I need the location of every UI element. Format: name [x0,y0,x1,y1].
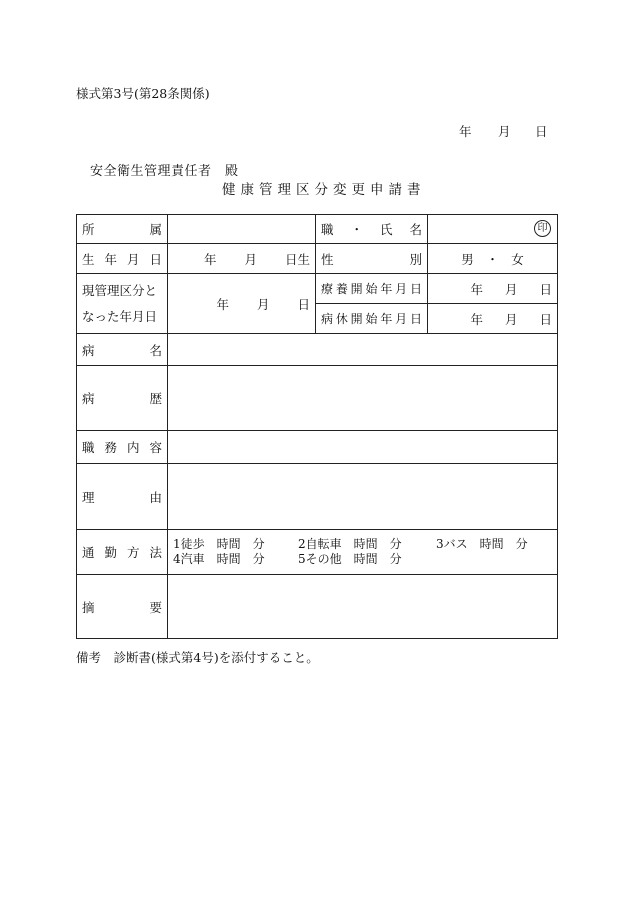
label-text [82,438,162,456]
label-text [82,341,162,359]
label-text [82,598,162,616]
label-char: 内 [126,440,140,455]
gender-options: 男 ・ 女 [461,251,524,267]
leave-day: 日 [539,311,552,327]
history-field[interactable] [168,366,558,431]
label-text [321,220,422,238]
job-name-label [316,215,428,244]
leave-start-field[interactable] [428,304,558,334]
commute-bus: 3バス 時間 分 [436,537,528,551]
label-text [321,310,422,327]
disease-field[interactable] [168,334,558,366]
date-month: 月 [498,124,511,139]
label-text [82,220,162,238]
summary-label [77,575,168,639]
label-char: 日 [409,282,422,296]
current-month: 月 [256,296,270,312]
label-char: 性 [321,251,334,267]
document-title: 健康管理区分変更申請書 [222,182,426,198]
date-year: 年 [459,124,472,139]
label-char: 法 [149,545,162,560]
label-char: 年 [380,312,393,326]
label-char: 月 [395,282,408,296]
addressee: 安全衛生管理責任者 殿 [90,164,239,179]
label-char: 方 [126,545,140,560]
leave-month: 月 [504,311,518,327]
label-char: 歴 [149,391,162,406]
label-char: 摘 [82,599,95,615]
label-char: 属 [149,222,162,237]
label-char: 容 [149,440,162,455]
label-char: 休 [335,312,348,326]
leave-start-label [316,304,428,334]
commute-label [77,530,168,575]
label-char: 勤 [104,545,117,560]
label-char: ・ [350,222,363,237]
remarks-note: 備考 診断書(様式第4号)を添付すること。 [76,650,319,665]
disease-label [77,334,168,366]
treatment-year: 年 [470,281,483,297]
date-day: 日 [535,124,548,139]
duties-field[interactable] [168,431,558,464]
current-class-label-2: なった年月日 [82,308,158,324]
affiliation-field[interactable] [168,215,316,244]
treatment-month: 月 [504,281,518,297]
label-char: 始 [365,282,378,296]
birthdate-field[interactable] [168,244,316,274]
commute-walk: 1徒歩 時間 分 [173,537,265,551]
label-char: 要 [149,599,162,615]
treatment-start-field[interactable] [428,274,558,304]
label-char: 開 [350,282,363,296]
label-char: 由 [149,489,162,505]
label-char: 養 [335,282,348,296]
treatment-start-label [316,274,428,304]
label-text [82,488,162,506]
label-char: 病 [82,391,95,406]
label-text [321,280,422,297]
label-char: 療 [321,282,334,296]
treatment-day: 日 [539,281,552,297]
commute-other: 5その他 時間 分 [298,552,402,566]
birth-month: 月 [244,251,257,267]
label-char: 開 [350,312,363,326]
label-char: 日 [409,312,422,326]
label-char: 日 [149,251,162,267]
label-text [82,250,162,268]
commute-train: 4汽車 時間 分 [173,552,265,566]
duties-label [77,431,168,464]
birth-day: 日生 [284,251,310,267]
current-year: 年 [216,296,229,312]
commute-bicycle: 2自転車 時間 分 [298,537,402,551]
current-class-date-field[interactable] [168,274,316,334]
name-field[interactable] [428,215,558,244]
application-form-table [76,214,558,639]
current-class-label-1: 現管理区分と [82,282,158,298]
label-char: 務 [104,440,117,455]
label-char: 所 [82,222,95,237]
reason-label [77,464,168,530]
leave-year: 年 [470,311,483,327]
label-char: 氏 [379,222,393,237]
label-char: 通 [82,545,95,560]
label-text [82,543,162,561]
label-char: 別 [409,251,422,267]
label-char: 名 [409,222,422,237]
current-day: 日 [297,296,310,312]
label-char: 理 [82,489,95,505]
birth-year: 年 [203,251,217,267]
summary-field[interactable] [168,575,558,639]
label-char: 職 [321,222,334,237]
commute-field[interactable] [168,530,558,575]
history-label [77,366,168,431]
label-char: 始 [365,312,378,326]
form-number: 様式第3号(第28条関係) [76,86,210,101]
label-char: 病 [321,312,334,326]
label-char: 病 [82,342,95,358]
label-char: 月 [126,251,140,267]
label-char: 月 [395,312,408,326]
seal-mark: 印 [534,220,551,237]
label-char: 名 [149,342,162,358]
label-char: 生 [82,251,95,267]
label-char: 年 [104,251,117,267]
label-text [321,250,422,268]
label-char: 職 [82,440,95,455]
reason-field[interactable] [168,464,558,530]
label-char: 年 [380,282,393,296]
current-class-label [77,274,168,334]
affiliation-label [77,215,168,244]
gender-field[interactable] [428,244,558,274]
gender-label [316,244,428,274]
label-text [82,389,162,407]
birthdate-label [77,244,168,274]
